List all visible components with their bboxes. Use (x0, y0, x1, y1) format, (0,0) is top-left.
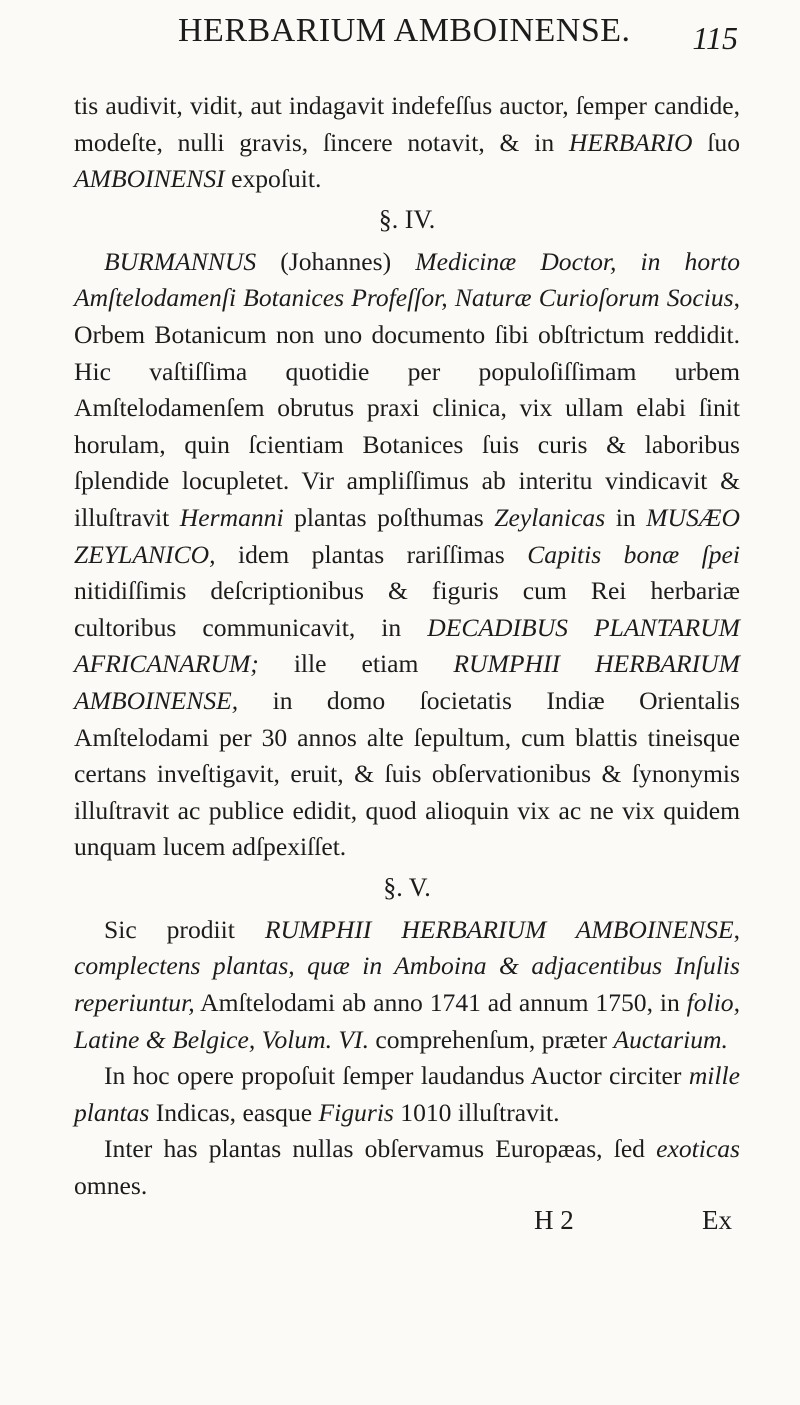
italic-run: Capitis bonæ ſpei (527, 539, 741, 569)
text-run: expoſuit. (224, 164, 322, 194)
text-run: omnes. (74, 1171, 148, 1201)
paragraph-rumphius (74, 912, 740, 1058)
italic-run: exoticas (656, 1134, 740, 1164)
italic-run: RUMPHII HERBARIUM AMBOINENSE, (74, 649, 740, 715)
page-footer (74, 1205, 740, 1249)
page-number: 115 (692, 20, 738, 56)
italic-run: Auctarium. (613, 1024, 728, 1054)
italic-run: MUSÆO ZEYLANICO, (74, 502, 740, 569)
text-run: nitidiſſimis deſcriptionibus & figuris cum Rei herbariæ cultoribus communicavit, in (74, 576, 740, 642)
italic-run: AMBOINENSI (74, 164, 225, 194)
text-run: Sic prodiit (104, 914, 265, 944)
text-run: comprehenſum, præter (368, 1024, 614, 1054)
italic-run: Figuris (318, 1097, 394, 1127)
running-title: HERBARIUM AMBOINENSE. (178, 12, 631, 49)
section-heading-iv: §. IV. (378, 204, 436, 234)
text-run: Indicas, easque (149, 1097, 319, 1127)
text-run: 1010 illuſtravit. (393, 1097, 560, 1127)
text-run: in domo ſocietatis Indiæ Orientalis Amſtelodami per 30 annos alte ſepultum, cum blattis tineisque certans inveſtigavit, eruit, & ſuis obſervationibus & ſynonymis illuſtravit ac publice edidit, quod alioquin vix ac ne vix quidem unquam lucem adſpexiſſet. (74, 685, 740, 862)
text-run: ille etiam (258, 649, 454, 679)
running-head (74, 0, 740, 60)
italic-run: Zeylanicas (494, 502, 606, 532)
paragraph-exotic (74, 1131, 740, 1204)
text-run: idem plantas rariſſimas (215, 539, 528, 569)
text-run: in (605, 502, 647, 532)
italic-run: HERBARIO (568, 127, 693, 157)
italic-run: complectens plantas, quæ in Amboina & adjacentibus Inſulis reperiuntur, (74, 951, 740, 1018)
text-run: ſuo (692, 127, 740, 157)
signature-mark: H 2 (534, 1204, 574, 1235)
paragraph-plant-count (74, 1058, 740, 1131)
text-run: Amſtelodami ab anno 1741 ad annum 1750, in (194, 988, 687, 1018)
text-run: , (733, 914, 740, 944)
italic-run: Hermanni (179, 502, 284, 532)
section-heading-v: §. V. (383, 872, 431, 902)
italic-run: mille plantas (74, 1061, 740, 1127)
text-run: Inter has plantas nullas obſervamus Europæas, ſed (104, 1134, 657, 1164)
italic-run: BURMANNUS (104, 246, 257, 276)
text-run: plantas poſthumas (283, 502, 495, 532)
catchword: Ex (702, 1204, 732, 1235)
body-text (74, 88, 740, 1205)
paragraph-continuation (74, 88, 740, 198)
italic-run: Medicinæ Doctor, in horto Amſtelodamenſi Botanices Profeſſor, Naturæ Curioſorum Socius (74, 246, 740, 313)
text-run: , Orbem Botanicum non uno documento ſibi obſtrictum reddidit. Hic vaſtiſſima quotidie per populoſiſſimam urbem Amſtelodamenſem obrutus praxi clinica, vix ullam elabi ſinit horulam, quin ſcientiam Botanices ſuis curis & laboribus ſplendide locupletet. Vir ampliſſimus ab interitu vindicavit & illuſtravit (74, 283, 740, 532)
italic-run: folio, Latine & Belgice, Volum. VI. (74, 988, 740, 1054)
italic-run: DECADIBUS PLANTARUM AFRICANARUM; (74, 612, 740, 679)
text-run: (Johannes) (256, 246, 416, 276)
text-run: tis audivit, vidit, aut indagavit indefeſſus auctor, ſemper candide, modeſte, nulli gravis, ſincere notavit, & in (74, 91, 740, 157)
paragraph-burmannus (74, 244, 740, 866)
italic-run: RUMPHII HERBARIUM AMBOINENSE (264, 914, 734, 944)
text-run: In hoc opere propoſuit ſemper laudandus Auctor circiter (104, 1061, 689, 1091)
